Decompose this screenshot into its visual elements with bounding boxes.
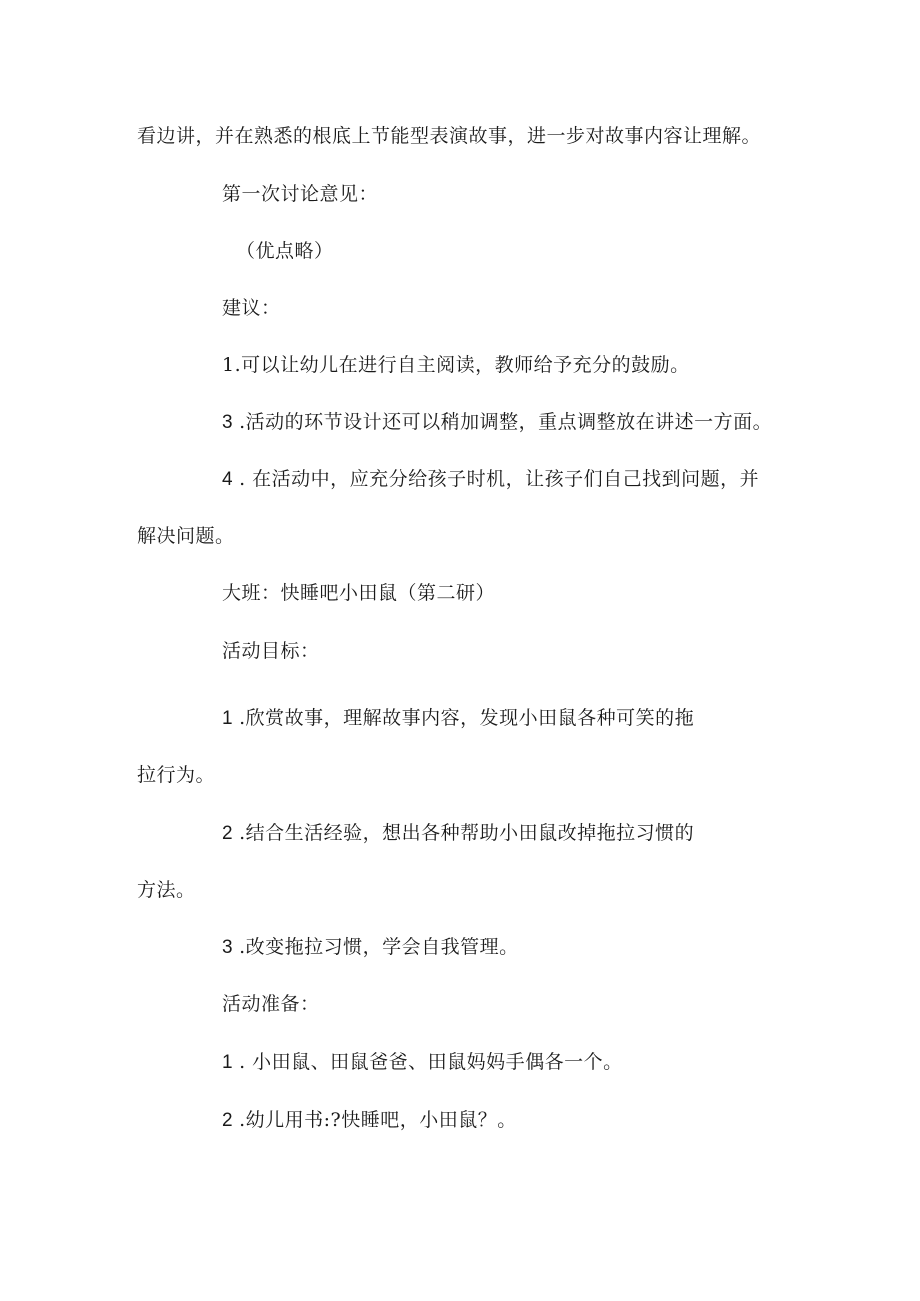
list-item-number: 3 [222, 937, 234, 958]
list-item [222, 705, 694, 732]
list-item [222, 466, 759, 493]
list-item-number: 1 [222, 708, 234, 729]
list-item [222, 1107, 517, 1134]
section-heading: 大班：快睡吧小田鼠（第二研） [222, 582, 496, 604]
list-item-number: 3 [222, 412, 234, 433]
section-heading: 活动准备： [222, 993, 320, 1015]
list-item [222, 934, 519, 961]
section-heading: 活动目标： [222, 640, 320, 662]
list-item-text: .改变拖拉习惯，学会自我管理。 [239, 936, 519, 958]
list-item-text: .结合生活经验，想出各种帮助小田鼠改掉拖拉习惯的 [239, 822, 695, 844]
list-item-number: 2 [222, 1110, 234, 1131]
list-item [222, 820, 694, 847]
list-item-number: 1 [222, 1052, 234, 1073]
list-item-text: . 小田鼠、田鼠爸爸、田鼠妈妈手偶各一个。 [239, 1051, 623, 1073]
list-item-text: . 在活动中，应充分给孩子时机，让孩子们自己找到问题，并 [239, 468, 760, 490]
list-item-number: 1. [222, 354, 242, 376]
paragraph-line: 看边讲，并在熟悉的根底上节能型表演故事，进一步对故事内容让理解。 [137, 125, 762, 147]
list-item-number: 2 [222, 823, 234, 844]
section-heading: 建议： [222, 297, 281, 319]
list-item-text: .活动的环节设计还可以稍加调整，重点调整放在讲述一方面。 [239, 411, 773, 433]
paragraph-line: 拉行为。 [137, 764, 216, 786]
paragraph-line: 解决问题。 [137, 525, 235, 547]
list-item-number: 4 [222, 469, 234, 490]
list-item [222, 409, 772, 436]
section-heading: 第一次讨论意见： [222, 183, 379, 205]
list-item-text: 可以让幼儿在进行自主阅读，教师给予充分的鼓励。 [241, 354, 690, 376]
paragraph-line: 方法。 [137, 879, 196, 901]
list-item [222, 1049, 623, 1076]
list-item [222, 352, 690, 378]
list-item-text: .欣赏故事，理解故事内容，发现小田鼠各种可笑的拖 [239, 707, 695, 729]
list-item-text: .幼儿用书:?快睡吧，小田鼠？。 [239, 1109, 517, 1131]
paragraph-line: （优点略） [236, 240, 334, 262]
